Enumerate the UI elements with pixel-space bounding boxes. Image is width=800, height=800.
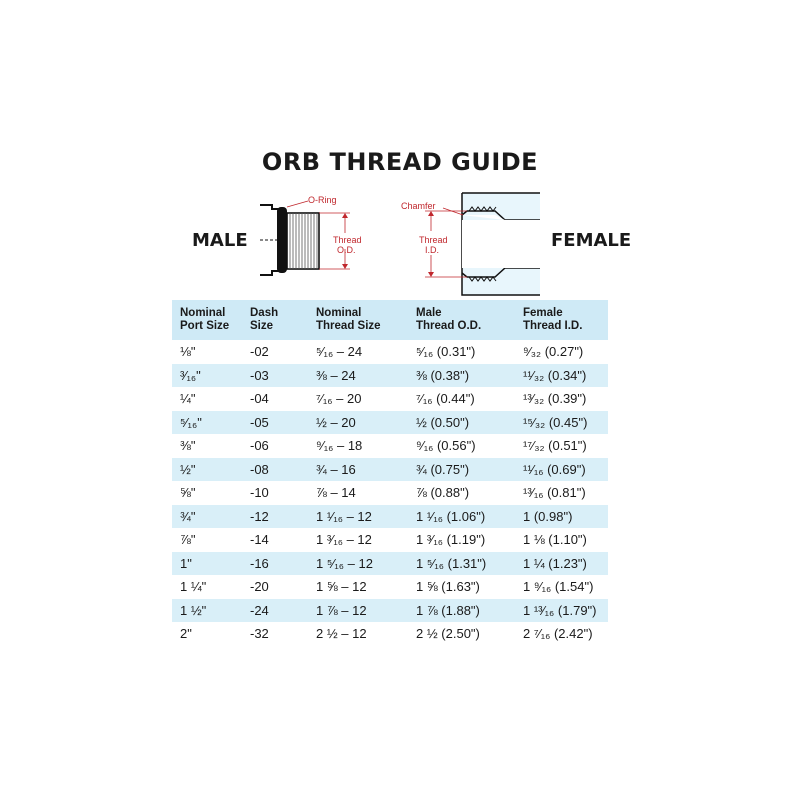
dash-size-cell: -32 — [250, 626, 269, 642]
female-id-cell: ¹¹⁄₃₂ (0.34") — [523, 367, 587, 383]
table-header-row — [172, 300, 608, 340]
header-nominal-thread-size: Nominal Thread Size — [316, 307, 381, 332]
male-od-cell: 1 ⁵⁄₁₆ (1.31") — [416, 555, 487, 571]
thread-size-cell: ⁹⁄₁₆ – 18 — [316, 438, 363, 454]
female-id-cell: ¹³⁄₁₆ (0.81") — [523, 485, 586, 501]
port-size-cell: ⅞" — [180, 532, 196, 548]
thread-size-cell: 1 ³⁄₁₆ – 12 — [316, 532, 372, 548]
table-row — [172, 340, 608, 364]
table-row — [172, 622, 608, 646]
thread-od-label-1: Thread — [333, 235, 362, 245]
port-size-cell: 1" — [180, 555, 192, 571]
male-od-cell: 1 ¹⁄₁₆ (1.06") — [416, 508, 486, 524]
thread-id-label-1: Thread — [419, 235, 448, 245]
dash-size-cell: -05 — [250, 414, 269, 430]
female-id-cell: ⁹⁄₃₂ (0.27") — [523, 344, 584, 360]
table-body — [172, 340, 608, 646]
header-female-thread-id: Female Thread I.D. — [523, 307, 583, 332]
port-size-cell: ¾" — [180, 508, 196, 524]
thread-size-cell: 2 ½ – 12 — [316, 626, 367, 642]
table-row — [172, 505, 608, 529]
male-od-cell: 1 ³⁄₁₆ (1.19") — [416, 532, 486, 548]
female-port-diagram — [395, 185, 545, 300]
port-size-cell: ⅜" — [180, 438, 196, 454]
thread-size-cell: 1 ⅝ – 12 — [316, 579, 367, 595]
header-nominal-port-size: Nominal Port Size — [180, 307, 230, 332]
thread-size-cell: 1 ⁵⁄₁₆ – 12 — [316, 555, 373, 571]
oring-label: O-Ring — [308, 195, 337, 205]
female-id-cell: 1 ¹³⁄₁₆ (1.79") — [523, 602, 597, 618]
table-row — [172, 364, 608, 388]
port-size-cell: ⁵⁄₁₆" — [180, 414, 202, 430]
thread-size-cell: ½ – 20 — [316, 414, 356, 430]
male-od-cell: ⅞ (0.88") — [416, 485, 470, 501]
page-title: ORB THREAD GUIDE — [261, 148, 539, 176]
female-id-cell: 1 (0.98") — [523, 508, 573, 524]
thread-size-cell: ⁷⁄₁₆ – 20 — [316, 391, 362, 407]
header-dash-size: Dash Size — [250, 307, 279, 332]
table-row — [172, 434, 608, 458]
male-od-cell: ⁷⁄₁₆ (0.44") — [416, 391, 475, 407]
dash-size-cell: -08 — [250, 461, 269, 477]
male-od-cell: ⅜ (0.38") — [416, 367, 470, 383]
table-row — [172, 481, 608, 505]
female-id-cell: ¹⁷⁄₃₂ (0.51") — [523, 438, 587, 454]
table-row — [172, 411, 608, 435]
table-row — [172, 387, 608, 411]
port-size-cell: 1 ¼" — [180, 579, 207, 595]
female-id-cell: ¹¹⁄₁₆ (0.69") — [523, 461, 586, 477]
male-od-cell: 2 ½ (2.50") — [416, 626, 480, 642]
port-size-cell: ½" — [180, 461, 196, 477]
female-id-cell: 1 ⅛ (1.10") — [523, 532, 587, 548]
thread-size-cell: ⅞ – 14 — [316, 485, 356, 501]
thread-size-cell: 1 ⅞ – 12 — [316, 602, 367, 618]
dash-size-cell: -04 — [250, 391, 269, 407]
female-id-cell: ¹³⁄₃₂ (0.39") — [523, 391, 587, 407]
table-row — [172, 458, 608, 482]
chamfer-label: Chamfer — [401, 201, 436, 211]
male-od-cell: ¾ (0.75") — [416, 461, 470, 477]
dash-size-cell: -02 — [250, 344, 269, 360]
female-label: FEMALE — [551, 230, 632, 251]
thread-od-label-2: O.D. — [337, 245, 356, 255]
table-row — [172, 552, 608, 576]
table-row — [172, 528, 608, 552]
thread-table — [172, 300, 608, 646]
female-id-cell: ¹⁵⁄₃₂ (0.45") — [523, 414, 588, 430]
male-label: MALE — [192, 230, 248, 251]
female-id-cell: 1 ¼ (1.23") — [523, 555, 587, 571]
male-od-cell: ⁵⁄₁₆ (0.31") — [416, 344, 476, 360]
port-size-cell: ⅝" — [180, 485, 196, 501]
port-size-cell: 1 ½" — [180, 602, 207, 618]
table-row — [172, 599, 608, 623]
thread-size-cell: ⁵⁄₁₆ – 24 — [316, 344, 363, 360]
thread-size-cell: ⅜ – 24 — [316, 367, 356, 383]
dash-size-cell: -24 — [250, 602, 269, 618]
port-size-cell: ¼" — [180, 391, 196, 407]
thread-id-label-2: I.D. — [425, 245, 440, 255]
male-fitting-diagram — [250, 185, 380, 280]
header-male-thread-od: Male Thread O.D. — [416, 307, 482, 332]
table-row — [172, 575, 608, 599]
dash-size-cell: -20 — [250, 579, 269, 595]
thread-size-cell: 1 ¹⁄₁₆ – 12 — [316, 508, 372, 524]
dash-size-cell: -16 — [250, 555, 269, 571]
male-od-cell: ⁹⁄₁₆ (0.56") — [416, 438, 476, 454]
male-od-cell: 1 ⅞ (1.88") — [416, 602, 480, 618]
dash-size-cell: -12 — [250, 508, 269, 524]
port-size-cell: 2" — [180, 626, 192, 642]
dash-size-cell: -14 — [250, 532, 269, 548]
dash-size-cell: -03 — [250, 367, 269, 383]
male-od-cell: 1 ⅝ (1.63") — [416, 579, 480, 595]
female-id-cell: 1 ⁹⁄₁₆ (1.54") — [523, 579, 594, 595]
port-size-cell: ³⁄₁₆" — [180, 367, 201, 383]
port-size-cell: ⅛" — [180, 344, 196, 360]
dash-size-cell: -06 — [250, 438, 269, 454]
female-id-cell: 2 ⁷⁄₁₆ (2.42") — [523, 626, 593, 642]
dash-size-cell: -10 — [250, 485, 269, 501]
male-od-cell: ½ (0.50") — [416, 414, 470, 430]
thread-size-cell: ¾ – 16 — [316, 461, 356, 477]
